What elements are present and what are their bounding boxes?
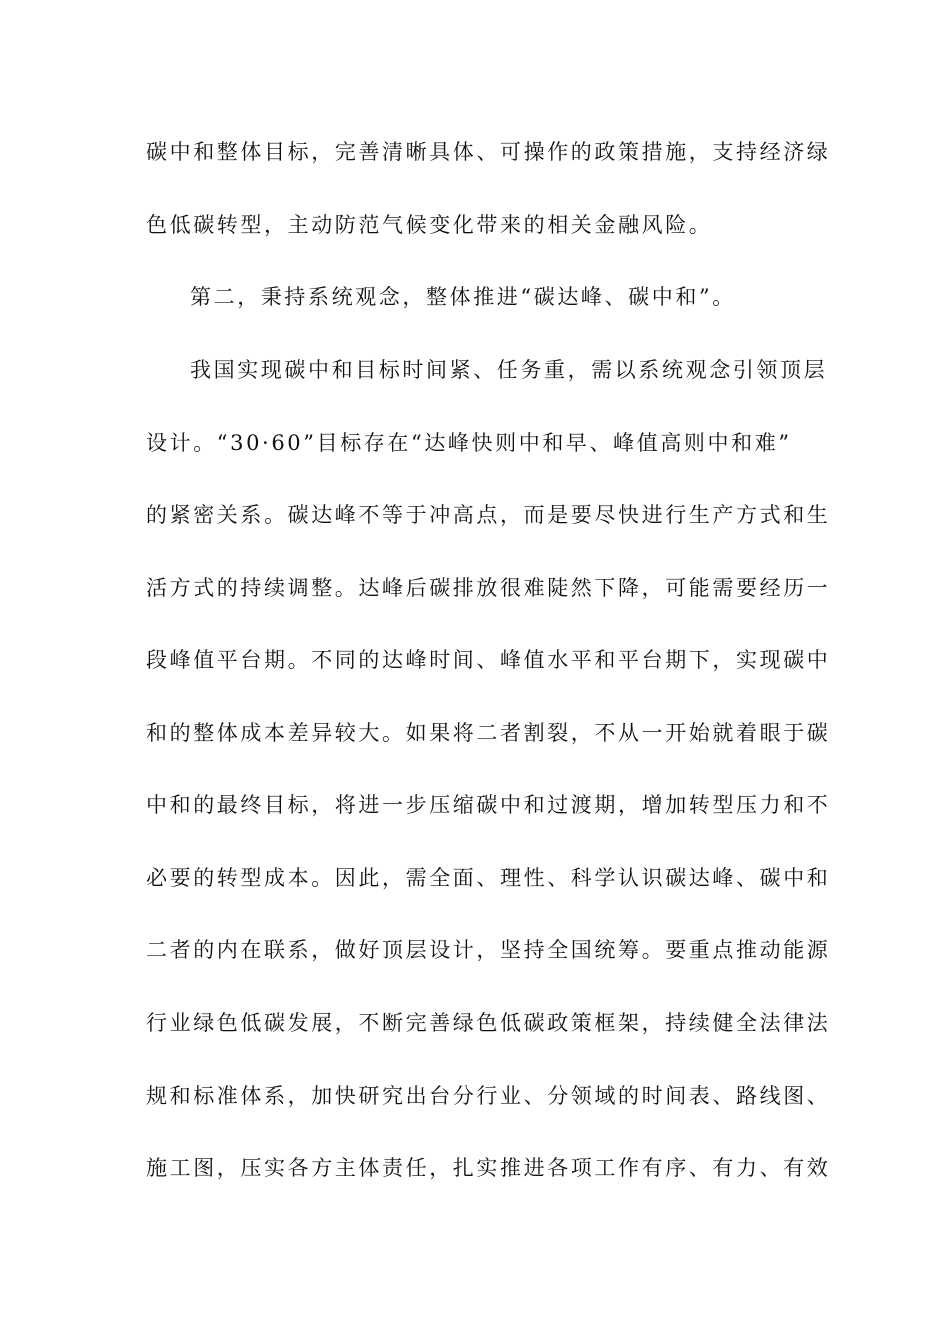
body-text-line: 必要的转型成本。因此，需全面、理性、科学认识碳达峰、碳中和 bbox=[146, 866, 831, 890]
body-text-line: 中和的最终目标，将进一步压缩碳中和过渡期，增加转型压力和不 bbox=[146, 793, 831, 817]
body-text-line: 设计。“30·60”目标存在“达峰快则中和早、峰值高则中和难” bbox=[146, 431, 792, 455]
body-text-line: 和的整体成本差异较大。如果将二者割裂，不从一开始就着眼于碳 bbox=[146, 721, 831, 745]
body-text-line: 的紧密关系。碳达峰不等于冲高点，而是要尽快进行生产方式和生 bbox=[146, 503, 831, 527]
body-text-line: 规和标准体系，加快研究出台分行业、分领域的时间表、路线图、 bbox=[146, 1084, 831, 1108]
body-text-line: 活方式的持续调整。达峰后碳排放很难陡然下降，可能需要经历一 bbox=[146, 576, 831, 600]
section-heading: 第二，秉持系统观念，整体推进“碳达峰、碳中和”。 bbox=[190, 285, 736, 309]
body-text-line: 我国实现碳中和目标时间紧、任务重，需以系统观念引领顶层 bbox=[190, 358, 828, 382]
body-text-line: 段峰值平台期。不同的达峰时间、峰值水平和平台期下，实现碳中 bbox=[146, 648, 831, 672]
body-text-line: 色低碳转型，主动防范气候变化带来的相关金融风险。 bbox=[146, 213, 713, 237]
body-text-line: 二者的内在联系，做好顶层设计，坚持全国统筹。要重点推动能源 bbox=[146, 938, 831, 962]
body-text-line: 碳中和整体目标，完善清晰具体、可操作的政策措施，支持经济绿 bbox=[146, 140, 831, 164]
body-text-line: 施工图，压实各方主体责任，扎实推进各项工作有序、有力、有效 bbox=[146, 1156, 831, 1180]
body-text-line: 行业绿色低碳发展，不断完善绿色低碳政策框架，持续健全法律法 bbox=[146, 1011, 831, 1035]
